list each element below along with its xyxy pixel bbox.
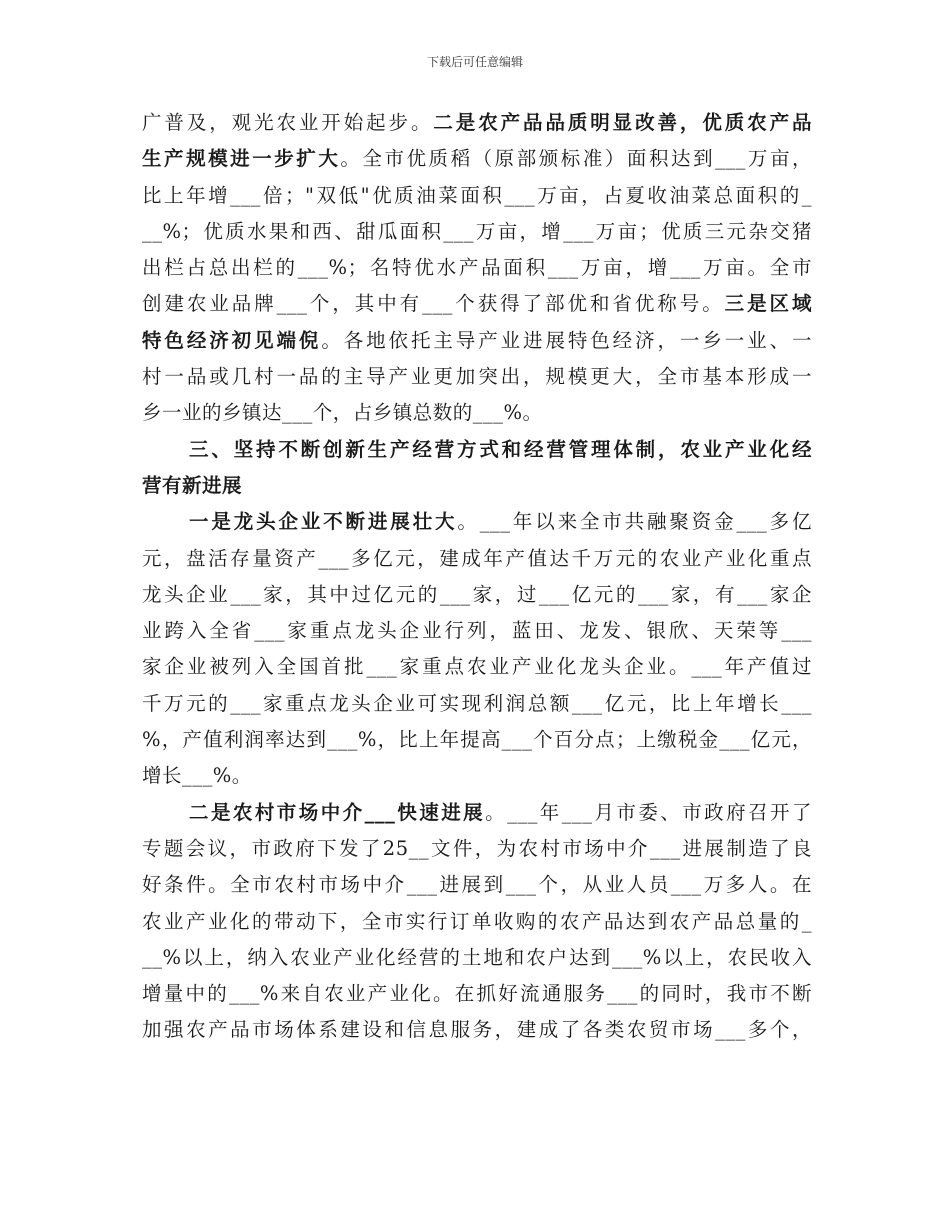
text-segment: 好条件。全市农村市场中介___进展到___个，从业人员___万多人。在: [142, 873, 812, 897]
text-line: [142, 613, 812, 649]
text-line: [142, 831, 812, 867]
text-line: [142, 286, 812, 322]
text-segment: 出栏占总出栏的___%；名特优水产品面积___万亩，增___万亩。全市: [142, 256, 812, 280]
text-segment: 元，盘活存量资产___多亿元，建成年产值达千万元的农业产业化重点: [142, 546, 812, 570]
document-body: [142, 105, 812, 1049]
text-line: [142, 395, 812, 431]
text-line: [142, 105, 812, 141]
bold-text-segment: 一是龙头企业不断进展壮大: [189, 510, 458, 534]
text-line: [142, 758, 812, 794]
bold-text-segment: 三、坚持不断创新生产经营方式和经营管理体制，农业产业化经: [189, 437, 812, 461]
text-line: [142, 468, 812, 504]
text-segment: 加强农产品市场体系建设和信息服务，建成了各类农贸市场___多个，: [142, 1018, 812, 1042]
text-segment: __%以上，纳入农业产业化经营的土地和农户达到___%以上，农民收入: [142, 945, 812, 969]
text-line: [142, 649, 812, 685]
text-line: [142, 1012, 812, 1048]
bold-text-segment: 二是农村市场中介___快速进展: [189, 800, 486, 824]
text-segment: %，产值利润率达到___%，比上年提高___个百分点；上缴税金___亿元，: [142, 728, 812, 752]
bold-text-segment: 生产规模进一步扩大: [142, 147, 341, 171]
text-segment: 创建农业品牌___个，其中有___个获得了部优和省优称号。: [142, 292, 725, 316]
text-line: [142, 359, 812, 395]
bold-text-segment: 二是农产品品质明显改善，优质农产品: [433, 111, 812, 134]
text-line: [142, 795, 812, 831]
text-line: [142, 141, 812, 177]
bold-text-segment: 营有新进展: [142, 473, 243, 497]
text-line: [142, 323, 812, 359]
text-segment: 家企业被列入全国首批___家重点农业产业化龙头企业。___年产值过: [142, 655, 812, 679]
text-line: [142, 867, 812, 903]
text-line: [142, 940, 812, 976]
text-segment: 龙头企业___家，其中过亿元的___家，过___亿元的___家，有___家企: [142, 582, 812, 606]
text-line: [142, 250, 812, 286]
text-segment: 。各地依托主导产业进展特色经济，一乡一业、一: [321, 328, 812, 352]
text-segment: 千万元的___家重点龙头企业可实现利润总额___亿元，比上年增长___: [142, 691, 812, 715]
text-line: [142, 541, 812, 577]
text-segment: 村一品或几村一品的主导产业更加突出，规模更大，全市基本形成一: [142, 365, 812, 389]
text-line: [142, 504, 812, 540]
text-segment: 增长___%。: [142, 764, 252, 788]
bold-text-segment: 三是区域: [724, 292, 812, 316]
text-segment: 。全市优质稻（原部颁标准）面积达到___万亩，: [340, 147, 812, 171]
text-line: [142, 904, 812, 940]
text-segment: 业跨入全省___家重点龙头企业行列，蓝田、龙发、银欣、天荣等___: [142, 619, 812, 643]
text-line: [142, 432, 812, 468]
text-line: [142, 722, 812, 758]
bold-text-segment: 特色经济初见端倪: [142, 328, 322, 352]
text-line: [142, 577, 812, 613]
text-segment: 增量中的___%来自农业产业化。在抓好流通服务___的同时，我市不断: [142, 982, 812, 1006]
text-line: [142, 686, 812, 722]
text-segment: 农业产业化的带动下，全市实行订单收购的农产品达到农产品总量的_: [142, 909, 812, 933]
text-segment: 比上年增___倍；"双低"优质油菜面积___万亩，占夏收油菜总面积的_: [142, 183, 812, 207]
text-segment: 广普及，观光农业开始起步。: [142, 111, 434, 134]
text-segment: 。___年以来全市共融聚资金___多亿: [457, 510, 812, 534]
text-segment: 专题会议，市政府下发了25__文件，为农村市场中介___进展制造了良: [142, 836, 812, 860]
text-line: [142, 976, 812, 1012]
text-line: [142, 214, 812, 250]
text-segment: 。___年___月市委、市政府召开了: [485, 800, 812, 824]
text-line: [142, 178, 812, 214]
text-segment: 乡一业的乡镇达___个，占乡镇总数的___%。: [142, 401, 543, 425]
text-segment: __%；优质水果和西、甜瓜面积___万亩，增___万亩；优质三元杂交猪: [142, 219, 812, 243]
page-header: 下载后可任意编辑: [426, 55, 523, 69]
